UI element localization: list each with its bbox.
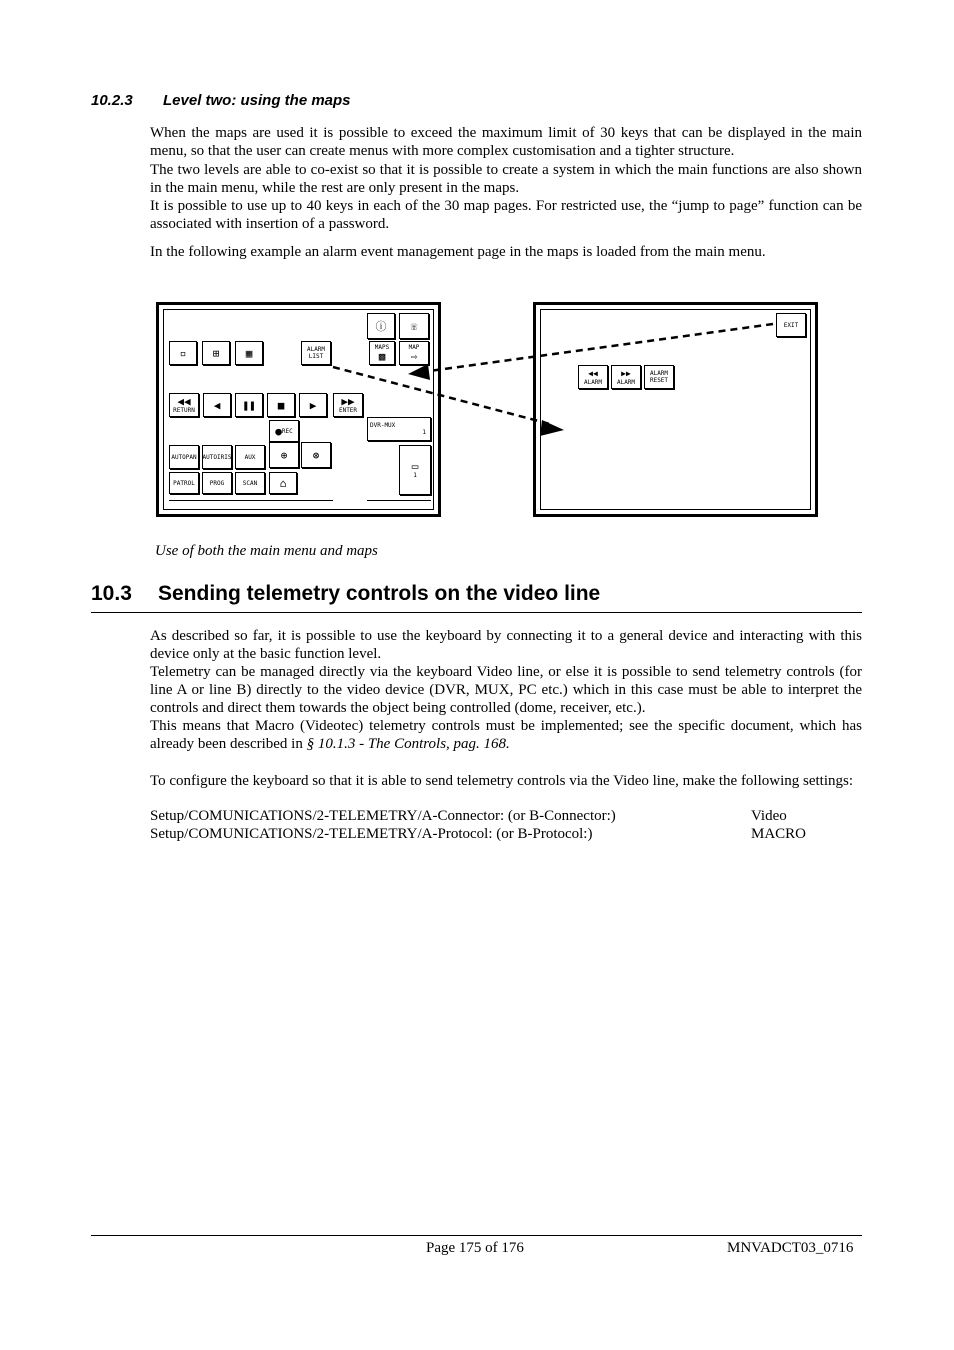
- setting-path-1: Setup/COMUNICATIONS/2-TELEMETRY/A-Connector: (or B-Connector:): [150, 808, 616, 824]
- autopan-label: AUTOPAN: [171, 453, 197, 461]
- arrow-exit-to-menu: [422, 324, 773, 372]
- section-number: 10.3: [91, 582, 132, 605]
- alarm-prev-label: ALARM: [583, 379, 603, 386]
- alarm-list-label-1: ALARM: [306, 346, 326, 353]
- map-label: MAP: [408, 344, 420, 351]
- setting-path-2: Setup/COMUNICATIONS/2-TELEMETRY/A-Protocol: (or B-Protocol:): [150, 826, 593, 842]
- prog-label: PROG: [209, 479, 225, 487]
- intro-paragraph-4: In the following example an alarm event management page in the maps is loaded from the main menu.: [150, 244, 766, 260]
- prev-icon[interactable]: ◀: [203, 393, 231, 417]
- dvr-mux-number: 1: [422, 429, 426, 436]
- rec-label: REC: [281, 427, 293, 435]
- return-label: RETURN: [173, 407, 195, 414]
- footer-divider: [91, 1235, 862, 1236]
- exit-label: EXIT: [783, 321, 799, 329]
- document-code: MNVADCT03_0716: [727, 1240, 854, 1256]
- body-paragraph-2: Telemetry can be managed directly via the keyboard Video line, or else it is possible to send telemetry controls (for line A or line B) directly to the video device (DVR, MUX, PC etc.) which in this case must be able to interpret the controls and direct them towards the object being controlled (dome, receiver, etc.).: [150, 664, 862, 717]
- return-button[interactable]: ◀◀ RETURN: [169, 393, 199, 417]
- alarm-list-label-2: LIST: [308, 353, 324, 360]
- alarm-reset-label-2: RESET: [649, 377, 669, 384]
- arrow-head-left: [408, 364, 430, 380]
- setting-value-1: Video: [751, 808, 787, 824]
- folder-icon[interactable]: ⌂: [269, 472, 297, 494]
- dvr-mux-label: DVR-MUX: [370, 422, 396, 429]
- stop-icon[interactable]: ■: [267, 393, 295, 417]
- wiper-icon[interactable]: ⊛: [301, 442, 331, 468]
- rec-button[interactable]: ● REC: [269, 420, 299, 442]
- multi-view-icon[interactable]: ▦: [235, 341, 263, 365]
- patrol-label: PATROL: [173, 479, 195, 487]
- intro-paragraph-1: When the maps are used it is possible to exceed the maximum limit of 30 keys that can be displayed in the main menu, so that the user can create menus with more complex customisation and a tighter structure.: [150, 125, 862, 160]
- enter-label: ENTER: [338, 407, 358, 414]
- scan-label: SCAN: [242, 479, 258, 487]
- page-number: Page 175 of 176: [426, 1240, 524, 1256]
- aux-label: AUX: [244, 453, 256, 461]
- info-icon[interactable]: ⓘ: [367, 313, 395, 339]
- play-icon[interactable]: ▶: [299, 393, 327, 417]
- alarm-reset-label-1: ALARM: [649, 370, 669, 377]
- alarm-next-label: ALARM: [616, 379, 636, 386]
- figure-caption: Use of both the main menu and maps: [155, 543, 378, 559]
- arrow-head-right: [540, 420, 564, 436]
- single-view-icon[interactable]: ▫: [169, 341, 197, 365]
- intro-paragraph-3: It is possible to use up to 40 keys in each of the 30 map pages. For restricted use, the “jump to page” function can be associated with insertion of a password.: [150, 198, 862, 233]
- autoiris-label: AUTOIRIS: [202, 453, 232, 461]
- target-icon[interactable]: ⊕: [269, 442, 299, 468]
- section-title: Sending telemetry controls on the video line: [158, 582, 601, 605]
- camera-button[interactable]: ▭ 1: [399, 445, 431, 495]
- subsection-number: 10.2.3: [91, 92, 133, 109]
- maps-button[interactable]: MAPS ▩: [369, 341, 395, 365]
- phone-settings-icon[interactable]: ☏: [399, 313, 429, 339]
- camera-number: 1: [413, 472, 417, 479]
- maps-label: MAPS: [374, 344, 390, 351]
- body-paragraph-3-text: This means that Macro (Videotec) telemetry controls must be implemented; see the specific document, which has already been described in: [150, 718, 862, 753]
- setting-value-2: MACRO: [751, 826, 807, 842]
- quad-view-icon[interactable]: ⊞: [202, 341, 230, 365]
- cross-reference-link[interactable]: § 10.1.3 - The Controls, pag. 168.: [306, 736, 510, 753]
- body-paragraph-3: [150, 717, 862, 753]
- subsection-title: Level two: using the maps: [163, 92, 351, 109]
- section-heading: [91, 582, 862, 613]
- arrow-menu-to-map: [333, 367, 550, 424]
- config-intro: To configure the keyboard so that it is able to send telemetry controls via the Video line, make the following settings:: [150, 773, 854, 789]
- map-button[interactable]: MAP ⇨: [399, 341, 429, 365]
- alarm-next-button[interactable]: ▶▶ ALARM: [611, 365, 641, 389]
- alarm-prev-button[interactable]: ◀◀ ALARM: [578, 365, 608, 389]
- enter-button[interactable]: ▶▶ ENTER: [333, 393, 363, 417]
- pause-icon[interactable]: ❚❚: [235, 393, 263, 417]
- intro-paragraph-2: The two levels are able to co-exist so that it is possible to create a system in which the main functions are also shown in the main menu, while the rest are only present in the maps.: [150, 162, 862, 197]
- body-paragraph-1: As described so far, it is possible to use the keyboard by connecting it to a general device and interacting with this device only at the basic function level.: [150, 628, 862, 663]
